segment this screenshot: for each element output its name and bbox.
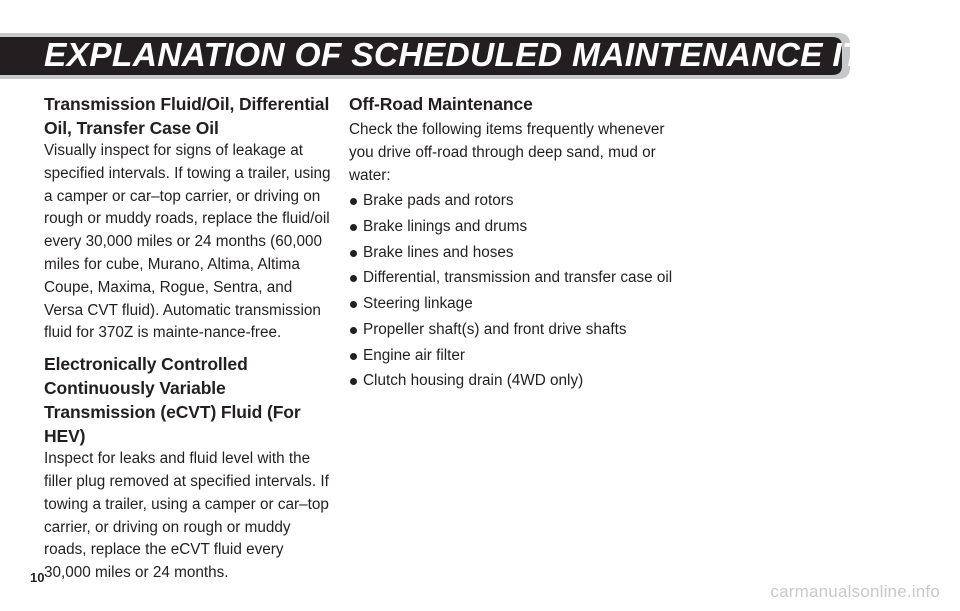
list-item: Brake pads and rotors (349, 190, 679, 213)
list-item: Propeller shaft(s) and front drive shafts (349, 319, 679, 342)
watermark: carmanualsonline.info (770, 582, 940, 601)
section-body-ecvt-fluid: Inspect for leaks and fluid level with the filler plug removed at specified intervals. If towing a trailer, using a camper or car–top carrier, or driving on rough or muddy roads, replace the eCVT fluid every 30,000 miles or 24 months. (44, 450, 329, 582)
page-title: EXPLANATION OF SCHEDULED MAINTENANCE ITEMS (44, 37, 937, 74)
right-column (349, 92, 679, 396)
off-road-checklist (349, 190, 679, 393)
section-heading-transmission-fluid: Transmission Fluid/Oil, Differential Oil, Transfer Case Oil (44, 94, 330, 138)
page-number: 10 (30, 570, 45, 585)
left-column (44, 92, 334, 585)
section-intro-off-road: Check the following items frequently whenever you drive off-road through deep sand, mud or water: (349, 121, 665, 184)
section-heading-ecvt-fluid: Electronically Controlled Continuously Variable Transmission (eCVT) Fluid (For HEV) (44, 354, 301, 447)
section-heading-off-road: Off-Road Maintenance (349, 94, 533, 114)
list-item: Engine air filter (349, 345, 679, 368)
list-item: Clutch housing drain (4WD only) (349, 370, 679, 393)
list-item: Brake lines and hoses (349, 242, 679, 265)
list-item: Brake linings and drums (349, 216, 679, 239)
list-item: Differential, transmission and transfer case oil (349, 267, 679, 290)
list-item: Steering linkage (349, 293, 679, 316)
section-body-transmission-fluid: Visually inspect for signs of leakage at specified intervals. If towing a trailer, using a camper or car–top carrier, or driving on rough or muddy roads, replace the fluid/oil every 30,000 miles or 24 months (60,000 miles for cube, Murano, Altima, Altima Coupe, Maxima, Rogue, Sentra, and Versa CVT fluid). Automatic transmission fluid for 370Z is mainte-nance-free. (44, 142, 331, 342)
header-banner (0, 32, 960, 80)
